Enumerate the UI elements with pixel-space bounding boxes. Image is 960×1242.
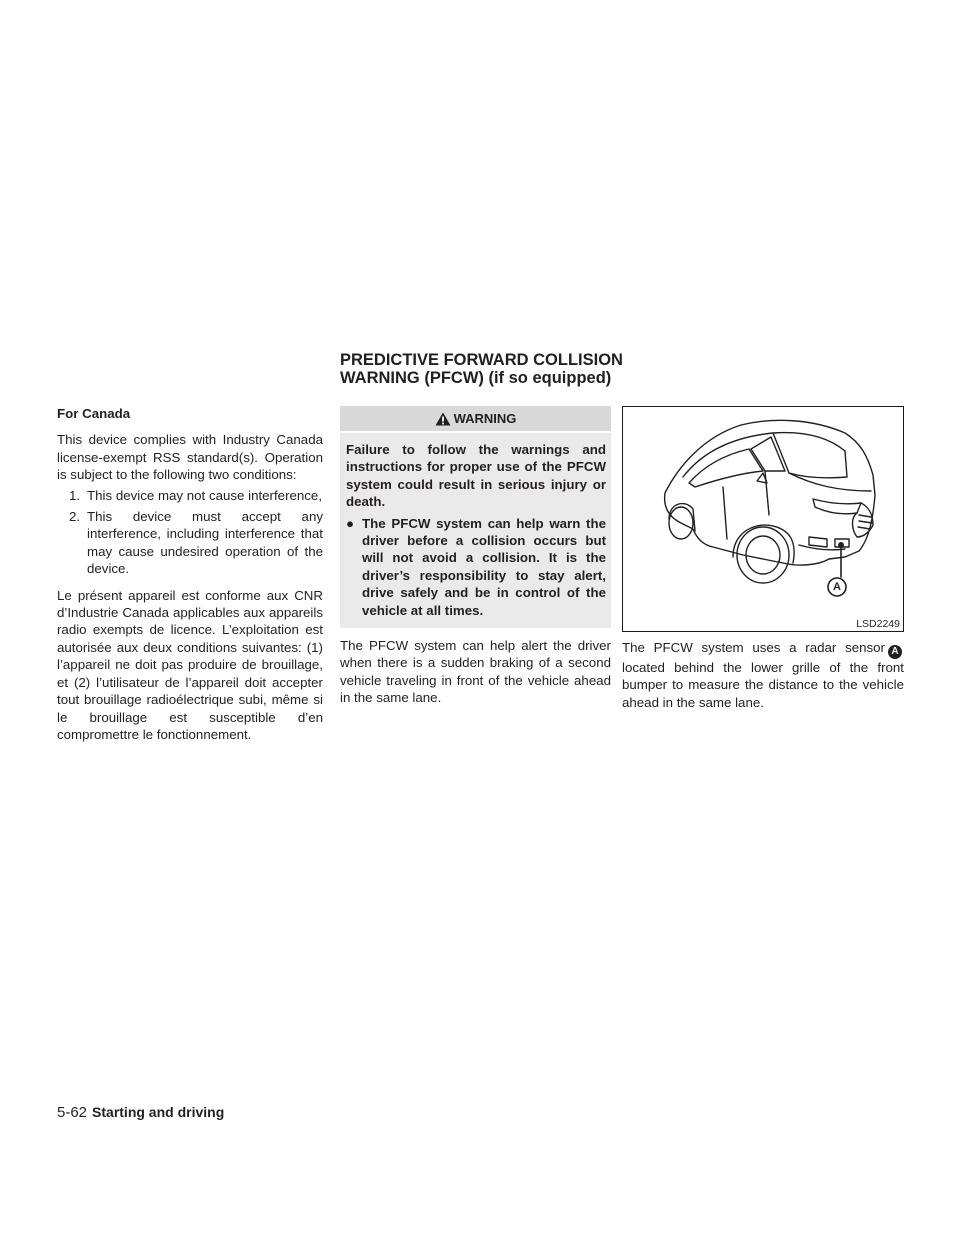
warning-icon — [435, 412, 451, 426]
list-item — [57, 508, 323, 578]
list-item-number: 1. — [69, 487, 81, 503]
radar-text-before: The PFCW system uses a radar sensor — [622, 640, 885, 655]
canada-intro-paragraph: This device complies with Industry Canada license-exempt RSS standard(s). Operation is subject to the following two conditions: — [57, 432, 323, 483]
conditions-list — [57, 487, 323, 578]
warning-bullet — [346, 515, 606, 619]
radar-text-after: located behind the lower grille of the front bumper to measure the distance to the vehicle ahead in the same lane. — [622, 660, 904, 710]
section-title-line-1: PREDICTIVE FORWARD COLLISION — [340, 351, 623, 369]
middle-column — [340, 406, 611, 707]
list-item — [57, 487, 323, 504]
warning-bullet-text: The PFCW system can help warn the driver before a collision occurs but will not avoid a collision. It is the driver’s responsibility to stay alert, drive safely and be in control of the vehicle at all times. — [362, 515, 606, 618]
french-paragraph: Le présent appareil est conforme aux CNR d’Industrie Canada applicables aux appareils radio exempts de licence. L’exploitation est autorisée aux deux conditions suivantes: (1) l’appareil ne doit pas produire de brouillage, et (2) l’utilisateur de l’appareil doit accepter tout brouillage radioélectrique subi, même si le brouillage est susceptible d’en compromettre le fonctionnement. — [57, 587, 323, 742]
figure-code: LSD2249 — [856, 618, 900, 630]
page-number: 5-62 — [57, 1104, 88, 1121]
radar-sensor-paragraph — [622, 639, 904, 711]
vehicle-radar-figure — [622, 406, 904, 632]
vehicle-illustration — [623, 407, 903, 619]
callout-label-a: A — [833, 581, 841, 593]
warning-text: Failure to follow the warnings and instructions for proper use of the PFCW system could result in serious injury or death. — [346, 442, 606, 510]
list-item-text: This device must accept any interference, including interference that may cause undesired operation of the device. — [87, 509, 323, 577]
list-item-text: This device may not cause interference, — [87, 487, 323, 503]
list-item-number: 2. — [69, 509, 81, 525]
pfcw-alert-paragraph: The PFCW system can help alert the driver when there is a sudden braking of a second vehicle traveling in front of the vehicle ahead in the same lane. — [340, 638, 611, 706]
warning-label: WARNING — [453, 410, 517, 426]
section-title-line-2: WARNING (PFCW) (if so equipped) — [340, 368, 612, 387]
warning-header — [340, 406, 611, 431]
subheading-for-canada: For Canada — [57, 406, 131, 421]
sensor-marker-a: A — [888, 645, 902, 659]
left-column — [57, 405, 323, 743]
page-footer — [57, 1103, 224, 1122]
warning-body — [340, 433, 611, 628]
bullet-dot: ● — [346, 515, 355, 531]
section-title — [340, 352, 740, 387]
footer-section-title: Starting and driving — [92, 1104, 225, 1120]
right-column — [622, 639, 904, 711]
